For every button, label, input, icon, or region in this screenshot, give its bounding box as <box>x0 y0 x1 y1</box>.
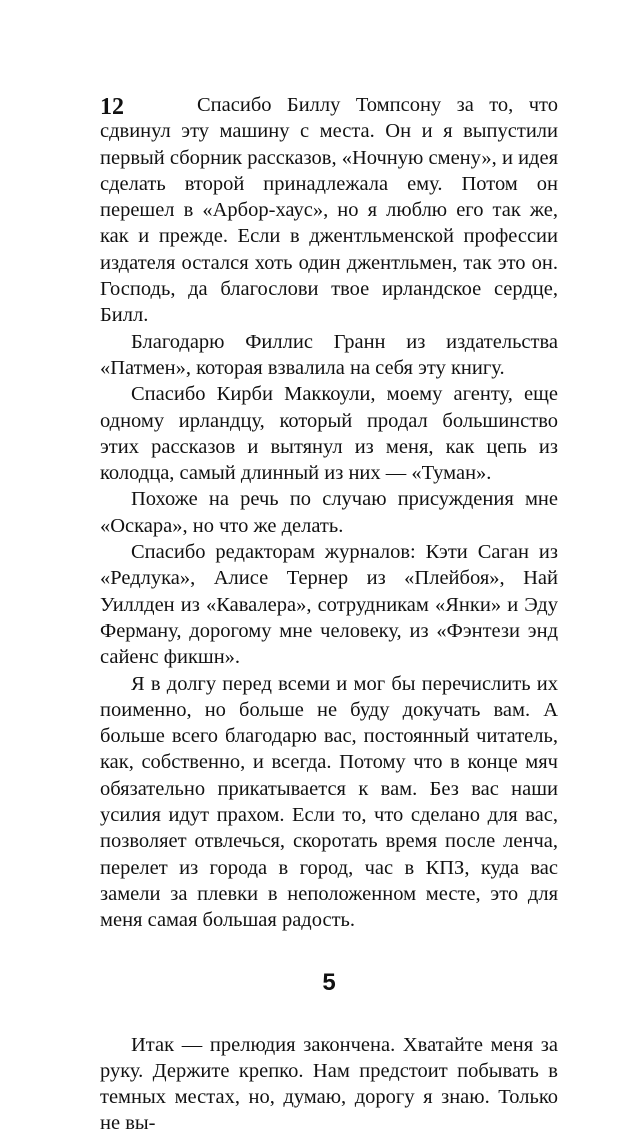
paragraph-oscar-speech: Похоже на речь по случаю присуждения мне «Оскара», но что же делать. <box>100 488 558 537</box>
paragraph-prelude-ended: Итак — прелюдия закончена. Хватайте меня за руку. Держите крепко. Нам предстоит побывать в темных местах, но, думаю, дорогу я знаю. Только не вы- <box>100 1033 558 1135</box>
paragraph-thanks-editors: Спасибо редакторам журналов: Кэти Саган из «Редлука», Алисе Тернер из «Плейбоя», Най Уиллден из «Кавалера», сотрудникам «Янки» и Эду Ферману, дорогому мне человеку, из «Фэнтези энд сайенс фикшн». <box>100 541 558 669</box>
paragraph-thanks-reader: Я в долгу перед всеми и мог бы перечислить их поименно, но больше не буду докучать вам. А больше всего благодарю вас, постоянный читатель, как, собственно, и всегда. Потому что в конце мяч обязательно прикатывается к вам. Без вас наши усилия идут прахом. Если то, что сделано для вас, позволяет отвлечься, скоротать время после ленча, перелет из города в город, час в КПЗ, куда вас замели за плевки в неположенном месте, это для меня самая большая радость. <box>100 672 558 932</box>
paragraph-thanks-mccauley: Спасибо Кирби Маккоули, моему агенту, еще одному ирландцу, который продал большинство этих рассказов и вытянул из меня, как цепь из колодца, самый длинный из них — «Туман». <box>100 383 558 485</box>
paragraph-thanks-grann: Благодарю Филлис Гранн из издательства «Патмен», которая взвалила на себя эту книгу. <box>100 330 558 379</box>
page-body <box>100 92 558 1137</box>
chapter-number: 5 <box>322 968 336 996</box>
page-number: 12 <box>100 94 124 120</box>
paragraph-thanks-thompson: Спасибо Биллу Томпсону за то, что сдвинул эту машину с места. Он и я выпустили первый сборник рассказов, «Ночную смену», и идея сделать второй принадлежала ему. Потом он перешел в «Арбор-хаус», но я люблю его так же, как и прежде. Если в джентльменской профессии издателя остался хоть один джентльмен, так это он. Господь, да благослови твое ирландское сердце, Билл. <box>100 94 558 327</box>
